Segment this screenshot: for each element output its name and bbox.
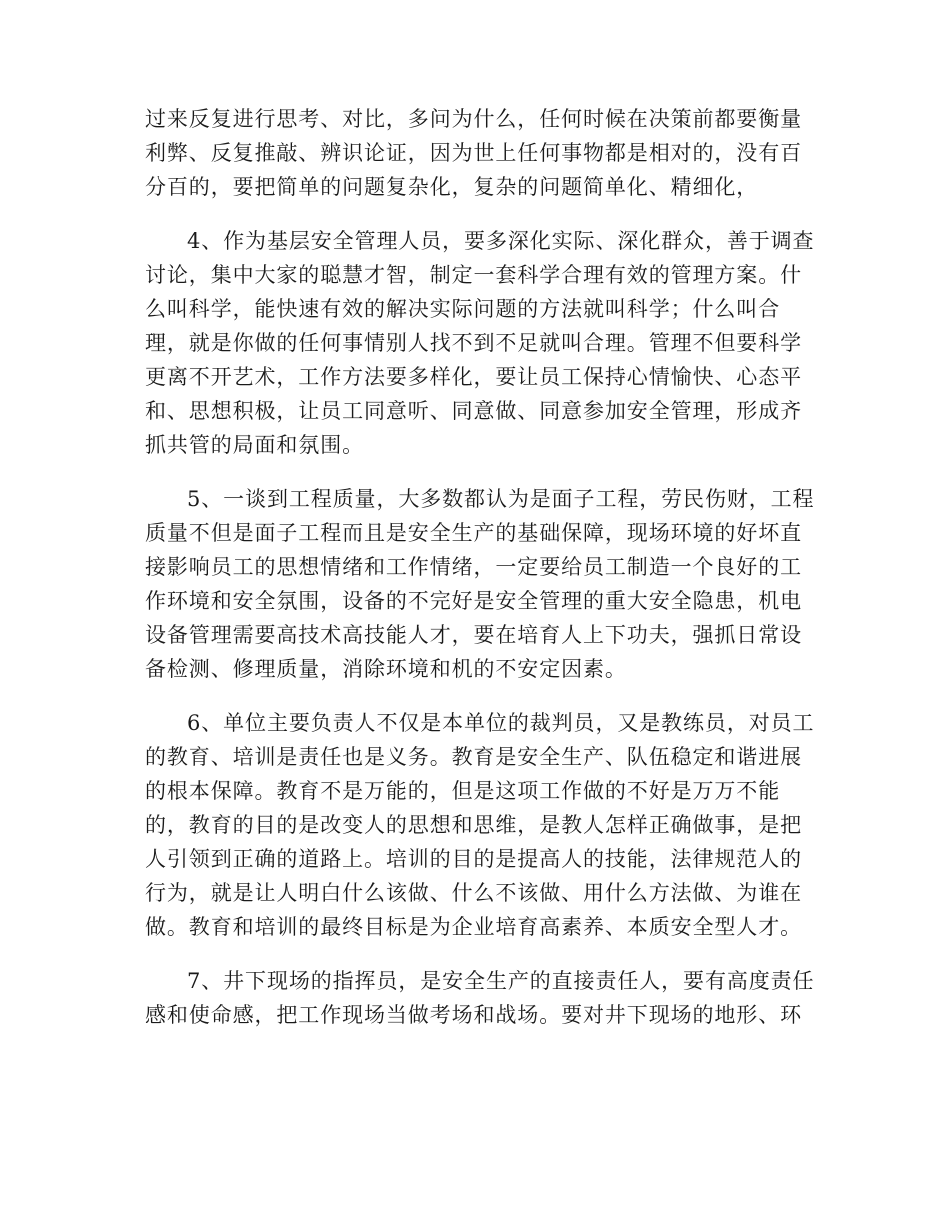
text-line: 做。教育和培训的最终目标是为企业培育高素养、本质安全型人才。 [145,915,802,939]
text-line: 备检测、修理质量，消除环境和机的不安定因素。 [145,657,627,681]
text-line: 的，教育的目的是改变人的思想和思维，是教人怎样正确做事，是把 [145,813,802,837]
paragraph-item-6 [145,706,815,944]
paragraph-item-5 [145,482,815,686]
text-line: 过来反复进行思考、对比，多问为什么，任何时候在决策前都要衡量 [145,107,802,131]
text-line: 更离不开艺术，工作方法要多样化，要让员工保持心情愉快、心态平 [145,365,802,389]
text-line: 利弊、反复推敲、辨识论证，因为世上任何事物都是相对的，没有百 [145,141,802,165]
text-line: 7、井下现场的指挥员，是安全生产的直接责任人，要有高度责任 [187,969,815,993]
text-line: 6、单位主要负责人不仅是本单位的裁判员，又是教练员，对员工 [187,711,815,735]
paragraph-item-7 [145,964,815,1032]
text-line: 感和使命感，把工作现场当做考场和战场。要对井下现场的地形、环 [145,1003,802,1027]
text-line: 的教育、培训是责任也是义务。教育是安全生产、队伍稳定和谐进展 [145,745,802,769]
text-line: 抓共管的局面和氛围。 [145,433,364,457]
text-line: 么叫科学，能快速有效的解决实际问题的方法就叫科学；什么叫合 [145,297,781,321]
text-line: 作环境和安全氛围，设备的不完好是安全管理的重大安全隐患，机电 [145,589,802,613]
text-line: 人引领到正确的道路上。培训的目的是提高人的技能，法律规范人的 [145,847,802,871]
paragraph-item-4 [145,224,815,462]
text-line: 质量不但是面子工程而且是安全生产的基础保障，现场环境的好坏直 [145,521,802,545]
text-line: 分百的，要把简单的问题复杂化，复杂的问题简单化、精细化， [145,175,759,199]
text-line: 的根本保障。教育不是万能的，但是这项工作做的不好是万万不能 [145,779,781,803]
text-line: 行为，就是让人明白什么该做、什么不该做、用什么方法做、为谁在 [145,881,802,905]
text-line: 设备管理需要高技术高技能人才，要在培育人上下功夫，强抓日常设 [145,623,802,647]
text-line: 接影响员工的思想情绪和工作情绪，一定要给员工制造一个良好的工 [145,555,802,579]
text-line: 讨论，集中大家的聪慧才智，制定一套科学合理有效的管理方案。什 [145,263,802,287]
text-line: 5、一谈到工程质量，大多数都认为是面子工程，劳民伤财，工程 [187,487,815,511]
paragraph-continuation [145,102,815,204]
text-line: 理，就是你做的任何事情别人找不到不足就叫合理。管理不但要科学 [145,331,802,355]
text-line: 4、作为基层安全管理人员，要多深化实际、深化群众，善于调查 [187,229,815,253]
document-body [145,102,815,1052]
text-line: 和、思想积极，让员工同意听、同意做、同意参加安全管理，形成齐 [145,399,802,423]
